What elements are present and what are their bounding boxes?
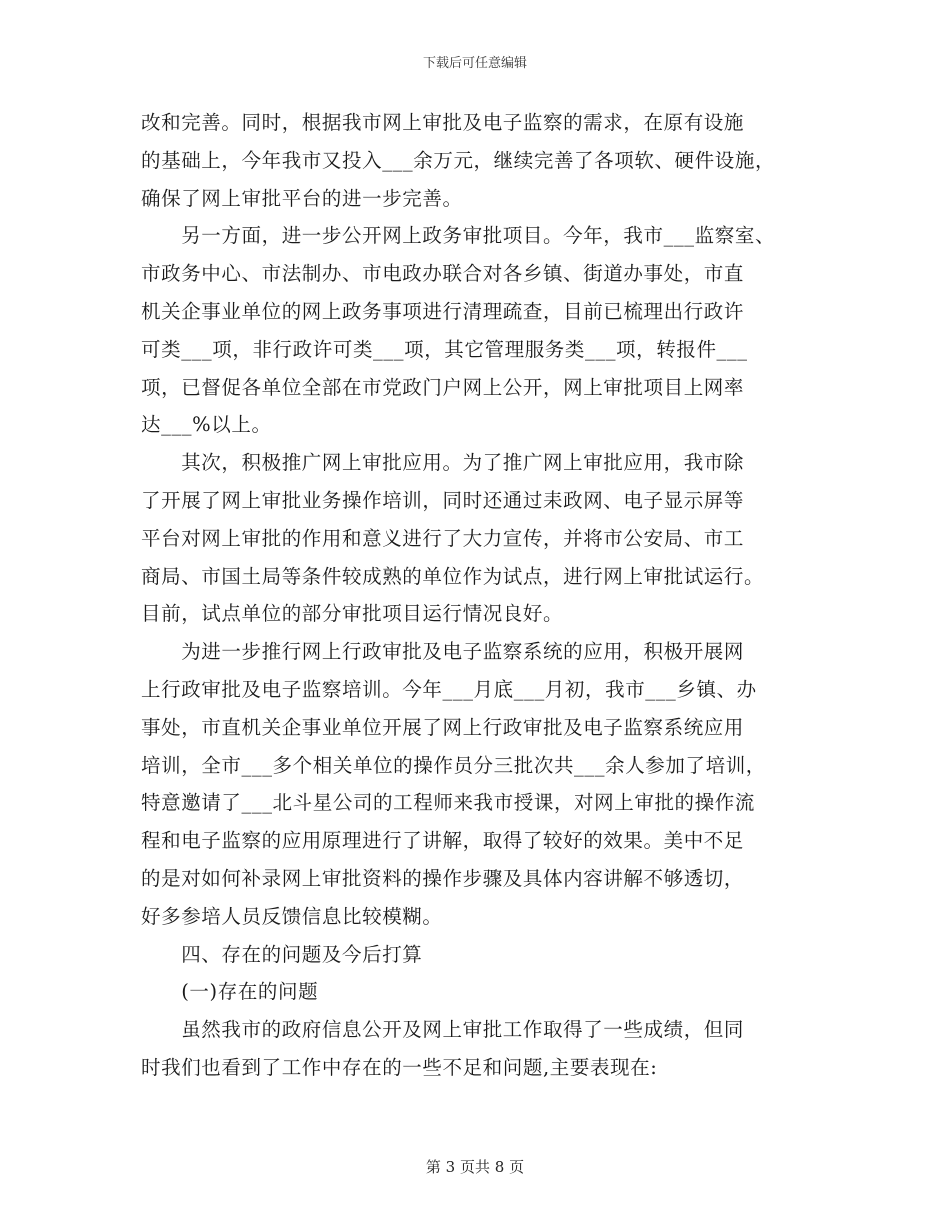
page-header: 下载后可任意编辑 (422, 56, 527, 71)
text-line: 好多参培人员反馈信息比较模糊。 (141, 904, 443, 928)
subsection-heading: (一)存在的问题 (141, 980, 319, 1004)
text-line: 了开展了网上审批业务操作培训，同时还通过耒政网、电子显示屏等 (141, 488, 745, 512)
text-line: 程和电子监察的应用原理进行了讲解，取得了较好的效果。美中不足 (141, 829, 745, 853)
text-line: 的是对如何补录网上审批资料的操作步骤及具体内容讲解不够透切， (141, 866, 745, 890)
document-body (141, 104, 811, 1087)
page-number: 第 3 页共 8 页 (425, 1158, 525, 1176)
text-line: 时我们也看到了工作中存在的一些不足和问题,主要表现在: (141, 1055, 658, 1079)
text-line: 确保了网上审批平台的进一步完善。 (141, 186, 463, 210)
text-line: 培训，全市___多个相关单位的操作员分三批次共___余人参加了培训， (141, 753, 766, 777)
text-line: 目前，试点单位的部分审批项目运行情况良好。 (141, 602, 564, 626)
text-line: 另一方面，进一步公开网上政务审批项目。今年，我市___监察室、 (141, 224, 776, 248)
text-line: 达___%以上。 (141, 413, 272, 437)
text-line: 可类___项，非行政许可类___项，其它管理服务类___项，转报件___ (141, 337, 748, 361)
text-line: 平台对网上审批的作用和意义进行了大力宣传，并将市公安局、市工 (141, 526, 745, 550)
section-heading: 四、存在的问题及今后打算 (141, 942, 423, 966)
text-line: 市政务中心、市法制办、市电政办联合对各乡镇、街道办事处，市直 (141, 262, 745, 286)
text-line: 项，已督促各单位全部在市党政门户网上公开，网上审批项目上网率 (141, 375, 745, 399)
text-line: 改和完善。同时，根据我市网上审批及电子监察的需求，在原有设施 (141, 111, 745, 134)
text-line: 事处，市直机关企事业单位开展了网上行政审批及电子监察系统应用 (141, 715, 745, 739)
text-line: 的基础上，今年我市又投入___余万元，继续完善了各项软、硬件设施， (141, 148, 776, 172)
text-line: 上行政审批及电子监察培训。今年___月底___月初，我市___乡镇、办 (141, 677, 757, 701)
text-line: 商局、市国土局等条件较成熟的单位作为试点，进行网上审批试运行。 (141, 564, 765, 588)
text-line: 虽然我市的政府信息公开及网上审批工作取得了一些成绩，但同 (141, 1018, 745, 1042)
text-line: 其次，积极推广网上审批应用。为了推广网上审批应用，我市除 (141, 451, 745, 475)
text-line: 为进一步推行网上行政审批及电子监察系统的应用，积极开展网 (141, 640, 745, 664)
text-line: 机关企事业单位的网上政务事项进行清理疏查，目前已梳理出行政许 (141, 299, 745, 323)
text-line: 特意邀请了___北斗星公司的工程师来我市授课，对网上审批的操作流 (141, 791, 755, 815)
